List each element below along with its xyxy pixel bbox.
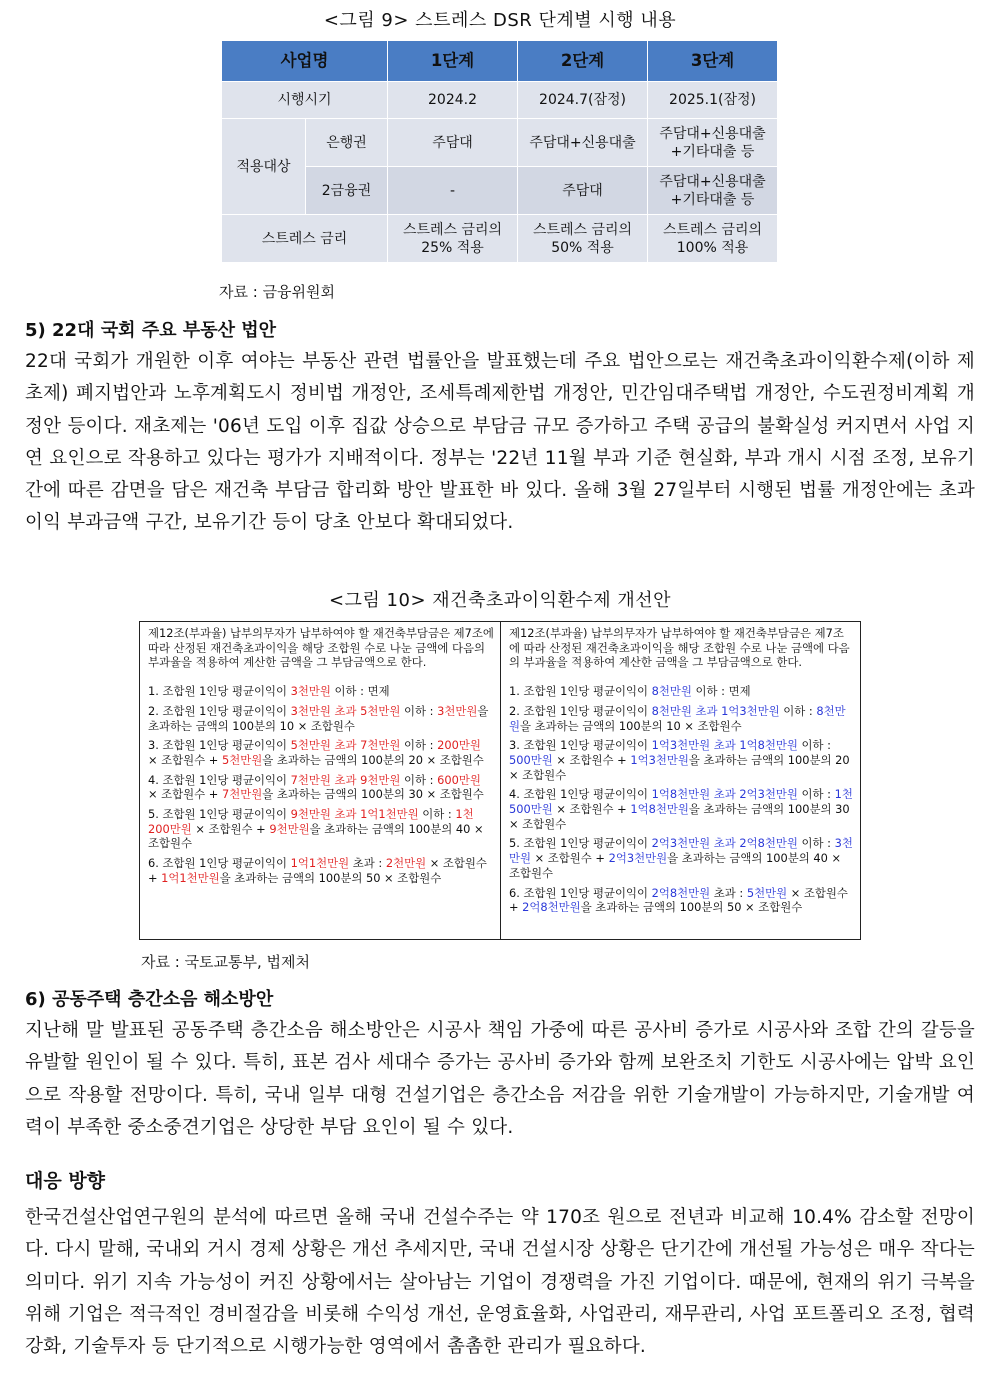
table-cell: 주담대+신용대출 +기타대출 등	[648, 167, 778, 215]
table-cell: 2024.7(잠정)	[518, 82, 648, 119]
highlighted-amount: 2억8천만원	[522, 900, 581, 915]
table-cell: 2025.1(잠정)	[648, 82, 778, 119]
item-text: 2. 조합원 1인당 평균이익이	[148, 703, 291, 718]
figure9-source: 자료 : 금융위원회	[219, 283, 336, 301]
section6-paragraph: 지난해 말 발표된 공동주택 층간소음 해소방안은 시공사 책임 가중에 따른 공사비 증가로 시공사와 조합 간의 갈등을 유발할 원인이 될 수 있다. 특히, 표본 검사 세대수 증가는 공사비 증가와 함께 보완조치 기한도 시공사에는 압박 요인으로 작용할 전망이다. 특히, 국내 일부 대형 건설기업은 층간소음 저감을 위한 기술개발이 가능하지만, 기술개발 여력이 부족한 중소중견기업은 상당한 부담 요인이 될 수 있다.	[25, 1020, 975, 1138]
charge-rate-item	[148, 738, 494, 767]
item-text: 2. 조합원 1인당 평균이익이	[509, 703, 652, 718]
highlighted-amount: 5천만원	[221, 752, 263, 767]
item-text: 4. 조합원 1인당 평균이익이	[148, 772, 291, 787]
highlighted-amount: 9천만원	[269, 821, 310, 836]
dsr-stage-table	[221, 40, 778, 263]
item-text: × 조합원수 +	[148, 856, 487, 885]
item-text: 을 초과하는 금액의 100분의 20 × 조합원수	[262, 752, 484, 767]
item-text: 을 초과하는 금액의 100분의 10 × 조합원수	[520, 718, 742, 733]
item-text: 을 초과하는 금액의 100분의 50 × 조합원수	[219, 870, 442, 885]
charge-rate-item	[148, 684, 494, 699]
item-text: 5. 조합원 1인당 평균이익이	[509, 836, 652, 851]
table-cell: 스트레스 금리의 25% 적용	[388, 215, 518, 263]
before-items	[148, 684, 494, 885]
charge-rate-item	[509, 684, 854, 699]
table-header-stage2: 2단계	[518, 41, 648, 82]
row-label-bank: 은행권	[306, 119, 388, 167]
item-text: 1. 조합원 1인당 평균이익이	[509, 684, 652, 699]
charge-rate-item	[509, 836, 854, 880]
highlighted-amount: 3천만원 초과 5천만원	[290, 703, 401, 718]
charge-rate-item	[509, 886, 854, 915]
highlighted-amount: 200만원	[437, 738, 481, 753]
figure10-source: 자료 : 국토교통부, 법제처	[141, 953, 311, 971]
article-intro: 제12조(부과율) 납부의무자가 납부하여야 할 재건축부담금은 제7조에 따라 산정된 재건축초과이익을 해당 조합원 수로 나눈 금액에 다음의 부과율을 적용하여 계산한 금액을 그 부담금액으로 한다.	[509, 626, 850, 670]
highlighted-amount: 9천만원 초과 1억1천만원	[290, 807, 419, 822]
item-text: 초과 :	[710, 885, 747, 900]
charge-rate-item	[509, 787, 854, 831]
table-cell: -	[388, 167, 518, 215]
table-cell: 주담대+신용대출 +기타대출 등	[648, 119, 778, 167]
row-label-period: 시행시기	[222, 82, 388, 119]
item-text: 4. 조합원 1인당 평균이익이	[509, 787, 652, 802]
highlighted-amount: 1억1천만원	[290, 856, 350, 871]
item-text: 이하 :	[797, 738, 831, 753]
table-cell: 2024.2	[388, 82, 518, 119]
highlighted-amount: 1억8천만원 초과 2억3천만원	[651, 787, 798, 802]
item-text: 을 초과하는 금액의 100분의 40 × 조합원수	[148, 821, 484, 851]
reconstruction-charge-comparison	[139, 621, 861, 940]
item-text: 3. 조합원 1인당 평균이익이	[509, 738, 652, 753]
highlighted-amount: 1천500만원	[509, 787, 853, 817]
highlighted-amount: 1억3천만원 초과 1억8천만원	[651, 738, 798, 753]
highlighted-amount: 500만원	[509, 752, 553, 767]
highlighted-amount: 3천만원	[290, 684, 331, 699]
highlighted-amount: 1억3천만원	[630, 752, 689, 767]
item-text: 이하 : 면제	[691, 684, 751, 699]
item-text: 이하 :	[797, 836, 835, 851]
item-text: 이하 :	[400, 738, 438, 753]
highlighted-amount: 600만원	[437, 772, 481, 787]
item-text: 을 초과하는 금액의 100분의 10 × 조합원수	[148, 703, 489, 733]
highlighted-amount: 2천만원	[385, 856, 427, 871]
highlighted-amount: 8천만원	[509, 703, 846, 733]
item-text: × 조합원수 +	[552, 802, 631, 817]
item-text: × 조합원수 +	[531, 851, 609, 866]
response-paragraph: 한국건설산업연구원의 분석에 따르면 올해 국내 건설수주는 약 170조 원으로 전년과 비교해 10.4% 감소할 전망이다. 다시 말해, 국내외 거시 경제 상황은 개선 추세지만, 국내 건설시장 상황은 단기간에 개선될 가능성은 매우 작다는 의미다. 위기 지속 가능성이 커진 상황에서는 살아남는 기업이 경쟁력을 가진 기업이다. 때문에, 현재의 위기 극복을 위해 기업은 적극적인 경비절감을 비롯해 수익성 개선, 운영효율화, 사업관리, 재무관리, 사업 포트폴리오 조정, 협력강화, 기술투자 등 단기적으로 시행가능한 영역에서 촘촘한 관리가 필요하다.	[25, 1207, 975, 1358]
charge-rate-item	[148, 856, 494, 885]
row-label-stress: 스트레스 금리	[222, 215, 388, 263]
section6-heading: 6) 공동주택 층간소음 해소방안	[25, 989, 274, 1010]
highlighted-amount: 1천200만원	[148, 807, 474, 836]
figure9-caption: <그림 9> 스트레스 DSR 단계별 시행 내용	[323, 10, 677, 31]
table-cell: 주담대+신용대출	[518, 119, 648, 167]
response-heading: 대응 방향	[25, 1170, 106, 1192]
figure10-caption: <그림 10> 재건축초과이익환수제 개선안	[328, 590, 672, 611]
row-label-second-tier: 2금융권	[306, 167, 388, 215]
highlighted-amount: 1억8천만원	[630, 802, 689, 817]
section5-heading: 5) 22대 국회 주요 부동산 법안	[25, 320, 277, 341]
item-text: 5. 조합원 1인당 평균이익이	[148, 807, 291, 822]
highlighted-amount: 2억3천만원 초과 2억8천만원	[651, 836, 798, 851]
charge-rate-item	[148, 807, 494, 851]
table-header-stage3: 3단계	[648, 41, 778, 82]
highlighted-amount: 2억3천만원	[608, 851, 668, 866]
item-text: 을 초과하는 금액의 100분의 50 × 조합원수	[580, 900, 803, 915]
item-text: 초과 :	[349, 856, 386, 871]
item-text: 이하 :	[779, 703, 817, 718]
highlighted-amount: 8천만원 초과 1억3천만원	[651, 703, 780, 718]
item-text: 을 초과하는 금액의 100분의 30 × 조합원수	[509, 802, 850, 831]
item-text: 을 초과하는 금액의 100분의 30 × 조합원수	[262, 787, 484, 802]
highlighted-amount: 8천만원	[651, 684, 692, 699]
table-cell: 스트레스 금리의 50% 적용	[518, 215, 648, 263]
charge-rate-item	[148, 704, 494, 733]
charge-rate-item	[148, 773, 494, 802]
charge-rate-item	[509, 738, 854, 782]
table-header-stage1: 1단계	[388, 41, 518, 82]
item-text: × 조합원수 +	[552, 752, 631, 767]
highlighted-amount: 2억8천만원	[651, 885, 711, 900]
item-text: 이하 :	[400, 772, 438, 787]
after-column	[500, 622, 860, 939]
item-text: 이하 : 면제	[330, 684, 390, 699]
item-text: × 조합원수 +	[148, 787, 222, 802]
after-items	[509, 684, 854, 915]
item-text: 이하 :	[797, 787, 835, 802]
item-text: × 조합원수 +	[191, 821, 270, 836]
item-text: 이하 :	[400, 703, 438, 718]
highlighted-amount: 3천만원	[509, 836, 853, 866]
charge-rate-item	[509, 704, 854, 733]
item-text: 을 초과하는 금액의 100분의 20 × 조합원수	[509, 752, 850, 782]
table-header-project: 사업명	[222, 41, 388, 82]
item-text: 1. 조합원 1인당 평균이익이	[148, 684, 291, 699]
item-text: × 조합원수 +	[148, 752, 222, 767]
section5-paragraph: 22대 국회가 개원한 이후 여야는 부동산 관련 법률안을 발표했는데 주요 법안으로는 재건축초과이익환수제(이하 제초제) 폐지법안과 노후계획도시 정비법 개정안, 조세특례제한법 개정안, 민간임대주택법 개정안, 수도권정비계획 개정안 등이다. 재초제는 '06년 도입 이후 집값 상승으로 부담금 규모 증가하고 주택 공급의 불확실성 커지면서 사업 지연 요인으로 작용하고 있다는 평가가 지배적이다. 정부는 '22년 11월 부과 기준 현실화, 부과 개시 시점 조정, 보유기간에 따른 감면을 담은 재건축 부담금 합리화 방안 발표한 바 있다. 올해 3월 27일부터 시행된 법률 개정안에는 초과이익 부과금액 구간, 보유기간 등이 당초 안보다 확대되었다.	[25, 351, 975, 534]
item-text: 이하 :	[418, 807, 456, 822]
row-label-target: 적용대상	[222, 119, 306, 215]
before-column	[140, 622, 500, 939]
highlighted-amount: 1억1천만원	[161, 870, 220, 885]
item-text: 6. 조합원 1인당 평균이익이	[148, 856, 291, 871]
article-intro: 제12조(부과율) 납부의무자가 납부하여야 할 재건축부담금은 제7조에 따라 산정된 재건축초과이익을 해당 조합원 수로 나눈 금액에 다음의 부과율을 적용하여 계산한 금액을 그 부담금액으로 한다.	[148, 626, 494, 670]
highlighted-amount: 5천만원	[746, 885, 788, 900]
table-cell: 주담대	[388, 119, 518, 167]
highlighted-amount: 5천만원 초과 7천만원	[290, 738, 401, 753]
item-text: × 조합원수 +	[509, 885, 848, 915]
item-text: 6. 조합원 1인당 평균이익이	[509, 885, 652, 900]
highlighted-amount: 7천만원	[221, 787, 263, 802]
table-cell: 주담대	[518, 167, 648, 215]
item-text: 3. 조합원 1인당 평균이익이	[148, 738, 291, 753]
highlighted-amount: 3천만원	[437, 703, 478, 718]
highlighted-amount: 7천만원 초과 9천만원	[290, 772, 401, 787]
item-text: 을 초과하는 금액의 100분의 40 × 조합원수	[509, 851, 842, 880]
table-cell: 스트레스 금리의 100% 적용	[648, 215, 778, 263]
